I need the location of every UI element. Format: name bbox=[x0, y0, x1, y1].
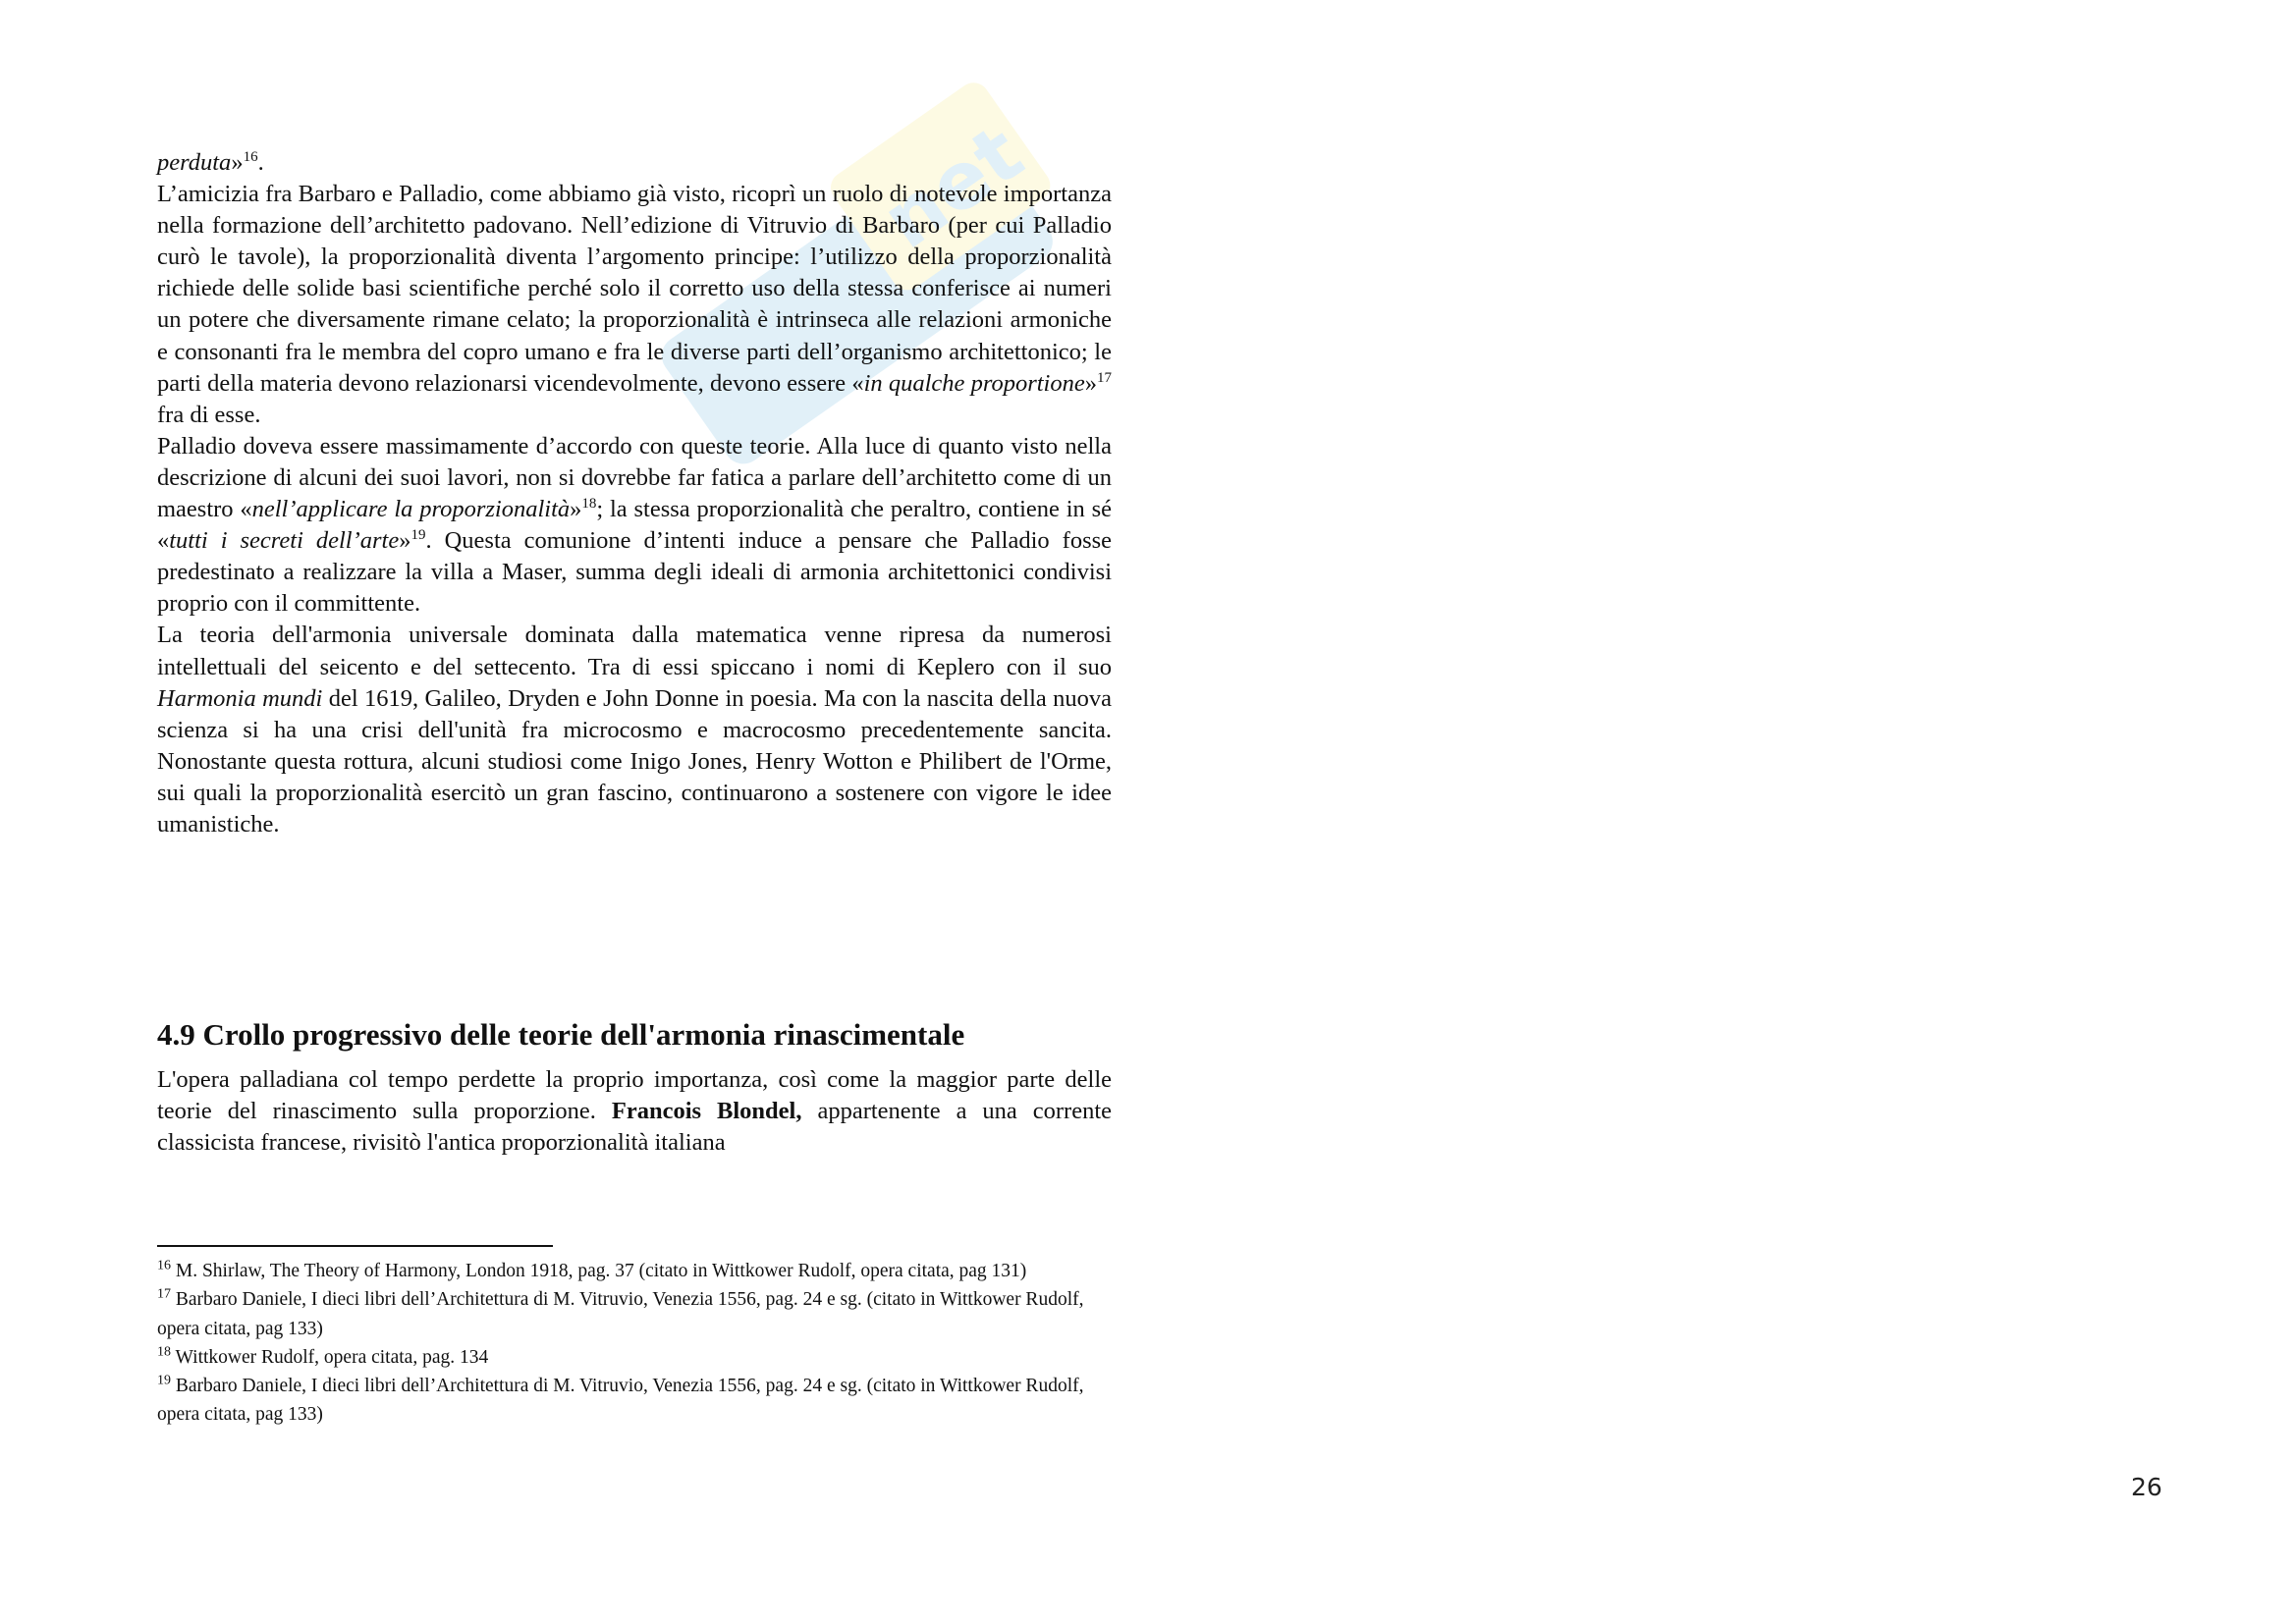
footnote-18 bbox=[157, 1343, 1112, 1372]
italic-text: Harmonia mundi bbox=[157, 684, 323, 712]
footnote-text: Barbaro Daniele, I dieci libri dell’Architettura di M. Vitruvio, Venezia 1556, pag. 24 e sg. (citato in Wittkower Rudolf, opera citata, pag 133) bbox=[157, 1289, 1084, 1339]
footnote-19 bbox=[157, 1372, 1112, 1430]
footnote-16 bbox=[157, 1257, 1112, 1285]
paragraph-2 bbox=[157, 431, 1112, 621]
footnote-divider bbox=[157, 1245, 553, 1247]
text-fragment: L’amicizia fra Barbaro e Palladio, come abbiamo già visto, ricoprì un ruolo di notevole importanza nella formazione dell’architetto padovano. Nell’edizione di Vitruvio di Barbaro (per cui Palladio curò le tavole), la proporzionalità diventa l’argomento principe: l’utilizzo della proporzionalità richiede delle solide basi scientifiche perché solo il corretto uso della stessa conferisce ai numeri un potere che diversamente rimane celato; la proporzionalità è intrinseca alle relazioni armoniche e consonanti fra le membra del copro umano e fra le diverse parti dell’organismo architettonico; le parti della materia devono relazionarsi vicendevolmente, devono essere « bbox=[157, 181, 1112, 397]
footnote-ref: 17 bbox=[1097, 369, 1112, 386]
text-fragment: appartenente a una corrente classicista francese, rivisitò l'antica proporzionalità italiana bbox=[157, 1098, 1112, 1157]
footnote-number: 16 bbox=[157, 1258, 171, 1273]
text-fragment: . Questa comunione d’intenti induce a pensare che Palladio fosse predestinato a realizzare la villa a Maser, summa degli ideali di armonia architettonici condivisi proprio con il committente. bbox=[157, 527, 1113, 618]
italic-text: nell’applicare la proporzionalità bbox=[251, 496, 571, 523]
footnote-ref: 16 bbox=[243, 148, 258, 165]
text-fragment: . bbox=[257, 149, 264, 176]
footnote-number: 19 bbox=[157, 1373, 171, 1388]
footnote-text: Wittkower Rudolf, opera citata, pag. 134 bbox=[171, 1346, 489, 1368]
watermark-text: net bbox=[866, 107, 1039, 267]
text-fragment: » bbox=[231, 149, 244, 176]
bold-text: Francois Blondel, bbox=[611, 1098, 802, 1125]
section-paragraph bbox=[157, 1064, 1112, 1159]
page-number: 26 bbox=[2131, 1473, 2162, 1501]
footnote-number: 18 bbox=[157, 1344, 171, 1360]
footnote-number: 17 bbox=[157, 1286, 171, 1302]
footnote-ref: 19 bbox=[410, 526, 426, 543]
footnote-17 bbox=[157, 1285, 1112, 1343]
italic-text: in qualche proportione bbox=[863, 369, 1085, 397]
text-fragment: Palladio doveva essere massimamente d’accordo con queste teorie. Alla luce di quanto visto nella descrizione di alcuni dei suoi lavori, non si dovrebbe far fatica a parlare dell’architetto come di un maestro « bbox=[157, 432, 1112, 523]
text-fragment: del 1619, Galileo, Dryden e John Donne in poesia. Ma con la nascita della nuova scienza si ha una crisi dell'unità fra microcosmo e macrocosmo precedentemente sancita. Nonostante questa rottura, alcuni studiosi come Inigo Jones, Henry Wotton e Philibert de l'Orme, sui quali la proporzionalità esercitò un gran fascino, continuarono a sostenere con vigore le idee umanistiche. bbox=[157, 684, 1112, 838]
paragraph-3 bbox=[157, 620, 1112, 840]
text-fragment: » bbox=[399, 527, 411, 555]
italic-text: perduta bbox=[157, 149, 232, 176]
text-fragment: fra di esse. bbox=[157, 401, 261, 428]
section-heading: 4.9 Crollo progressivo delle teorie dell'armonia rinascimentale bbox=[157, 1017, 965, 1052]
paragraph-0 bbox=[157, 147, 1112, 179]
footnote-text: Barbaro Daniele, I dieci libri dell’Architettura di M. Vitruvio, Venezia 1556, pag. 24 e sg. (citato in Wittkower Rudolf, opera citata, pag 133) bbox=[157, 1376, 1084, 1426]
paragraph-1 bbox=[157, 179, 1112, 431]
italic-text: tutti i secreti dell’arte bbox=[169, 527, 400, 555]
text-fragment: L'opera palladiana col tempo perdette la proprio importanza, così come la maggior parte delle teorie del rinascimento sulla proporzione. bbox=[157, 1066, 1112, 1125]
footnote-text: M. Shirlaw, The Theory of Harmony, London 1918, pag. 37 (citato in Wittkower Rudolf, opera citata, pag 131) bbox=[171, 1261, 1027, 1281]
text-fragment: » bbox=[570, 496, 582, 523]
footnote-ref: 18 bbox=[581, 495, 597, 512]
text-fragment: La teoria dell'armonia universale dominata dalla matematica venne ripresa da numerosi intellettuali del seicento e del settecento. Tra di essi spiccano i nomi di Keplero con il suo bbox=[157, 622, 1112, 680]
text-fragment: ; la stessa proporzionalità che peraltro, contiene in sé « bbox=[157, 496, 1112, 555]
main-text-column bbox=[157, 147, 1112, 840]
footnotes bbox=[157, 1257, 1112, 1430]
text-fragment: » bbox=[1084, 369, 1097, 397]
section-body bbox=[157, 1064, 1112, 1159]
